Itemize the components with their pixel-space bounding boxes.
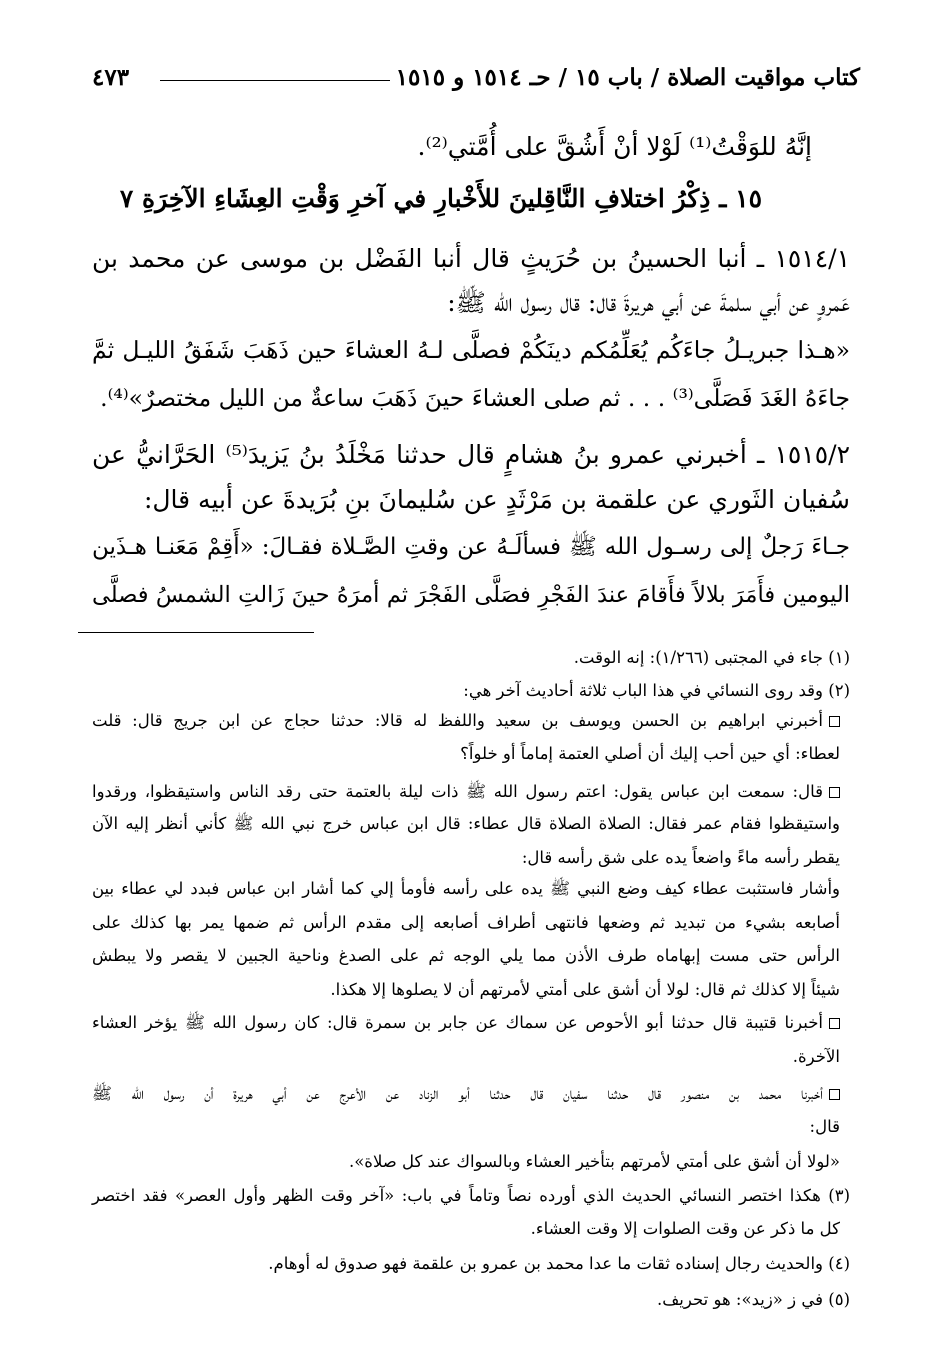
running-header bbox=[92, 64, 860, 100]
footnote-line: شيئاً إلا كذلك ثم قال: لولا أن أشق على أمتي لأمرتهم أن لا يصلوها إلا هكذا. bbox=[330, 980, 840, 999]
body-line: جاءَهُ الغَدَ فَصَلَّى⁽³⁾ . . . ثم صلى العشاءَ حينَ ذَهَبَ ساعةٌ من الليل مختصرٌ»⁽⁴⁾. bbox=[100, 384, 850, 412]
body-line: ١٥١٥/٢ ـ أخبرني عمرو بنُ هشامٍ قال حدثنا مَخْلَدُ بنُ يَزيدَ⁽⁵⁾ الحَرَّانيُّ عن bbox=[92, 440, 851, 469]
checkbox-square-icon bbox=[829, 716, 840, 727]
section-heading: ١٥ ـ ذِكْرُ اختلافِ النَّاقِلينَ للأَخْبارِ في آخرِ وَقْتِ العِشَاءِ الآخِرَةِ ٧ bbox=[119, 184, 762, 213]
header-title: كتاب مواقيت الصلاة / باب ١٥ / حـ ١٥١٤ و ١٥١٥ bbox=[395, 64, 860, 91]
checkbox-square-icon bbox=[829, 787, 840, 798]
footnote: (٥) في ز «زيد»: هو تحريف. bbox=[656, 1290, 850, 1309]
checkbox-square-icon bbox=[829, 1089, 840, 1100]
footnote: (٤) والحديث رجال إسناده ثقات ما عدا محمد بن عمرو بن علقمة فهو صدوق له أوهام. bbox=[268, 1254, 850, 1273]
body-line: ١٥١٤/١ ـ أنبا الحسينُ بن حُرَيثٍ قال أنبا الفَضْل بن موسى عن محمد بن bbox=[92, 244, 850, 273]
footnote: (٣) هكذا اختصر النسائي الحديث الذي أورده نصاً وتاماً في باب: «آخر وقت الظهر وأول العصر» فقد اختصر bbox=[92, 1186, 850, 1205]
header-rule bbox=[160, 80, 390, 81]
footnote-line: كل ما ذكر عن وقت الصلوات إلا وقت العشاء. bbox=[530, 1219, 840, 1238]
page-number: ٤٧٣ bbox=[92, 64, 130, 91]
footnote-line: «لولا أن أشق على أمتي لأمرتهم بتأخير العشاء وبالسواك عند كل صلاة». bbox=[348, 1152, 840, 1171]
footnote-separator bbox=[78, 632, 314, 633]
body-line: إنَّهُ للوَقْتُ⁽¹⁾ لَوْلا أنْ أَشُقَّ على أُمَّتي⁽²⁾. bbox=[417, 132, 812, 161]
body-line: عَمروٍ عن أبي سلمةَ عن أبي هريرةَ قال: قال رسول الله ﷺ: bbox=[447, 288, 850, 317]
footnote-line: الآخرة. bbox=[792, 1047, 840, 1066]
footnote-line: قال: سمعت ابن عباس يقول: اعتم رسول الله ﷺ ذات ليلة بالعتمة حتى رقد الناس واستيقظوا، ورقدوا bbox=[92, 782, 840, 802]
footnote-line: يقطر رأسه ماءً واضعاً يده على شق رأسه قال: bbox=[521, 848, 840, 867]
footnote-line: قال: bbox=[809, 1117, 840, 1136]
footnote-line: أخبرني ابراهيم بن الحسن ويوسف بن سعيد واللفظ له قالا: حدثنا حجاج عن ابن جريج قال: قلت bbox=[92, 711, 840, 731]
footnote: (١) جاء في المجتبى (١/٢٦٦): إنه الوقت. bbox=[573, 648, 850, 667]
footnote-line: أخبرنا قتيبة قال حدثنا أبو الأحوص عن سماك عن جابر بن سمرة قال: كان رسول الله ﷺ يؤخر العشاء bbox=[92, 1013, 840, 1033]
body-line: سُفيان الثَوري عن علقمة بن مَرْثَدٍ عن سُليمانَ بنِ بُرَيدةَ عن أبيه قال: bbox=[143, 485, 850, 514]
footnote-line: واستيقظوا فقام عمر فقال: الصلاة الصلاة قال عطاء: قال ابن عباس خرج نبي الله ﷺ كأني أنظر إليه الآن bbox=[92, 814, 840, 833]
footnote: (٢) وقد روى النسائي في هذا الباب ثلاثة أحاديث آخر هي: bbox=[463, 681, 850, 700]
footnote-line: أصابعه بشيء من تبديد ثم وضعها فانتهى أطراف أصابعه إلى مقدم الرأس ثم ضمها يمر بها كذلك على bbox=[92, 913, 840, 932]
footnote-line: لعطاء: أي حين أحب إليك أن أصلي العتمة إماماً أو خلواً؟ bbox=[460, 744, 840, 763]
body-line: جـاءَ رَجلٌ إلى رسـول الله ﷺ فسألَـهُ عن وقتِ الصَّـلاة فقـالَ: «أَقِمْ مَعَنـا هـذَين bbox=[92, 534, 850, 560]
checkbox-square-icon bbox=[829, 1018, 840, 1029]
footnote-line: وأشار فاستثبت عطاء كيف وضع النبي ﷺ يده على رأسه فأومأ إلي كما أشار ابن عباس فبدد لي عطاء بين bbox=[92, 879, 840, 898]
footnote-line: أخبرنا محمد بن منصور قال حدثنا سفيان قال حدثنا أبو الزناد عن الأعرج عن أبي هريرة أن رسول الله ﷺ bbox=[92, 1084, 840, 1104]
body-line: «هـذا جبريـلُ جاءَكُم يُعَلِّمُكم دينَكُمْ فصلَّى لـهُ العشاءَ حين ذَهَبَ شَفَقُ الليـل ثمَّ bbox=[92, 336, 850, 364]
footnote-line: الرأس حتى مست إبهاماه طرف الأذن مما يلي الوجه ثم على الصدغ وناحية الجبين لا يقصر ولا يبطش bbox=[92, 946, 840, 965]
body-line: اليومين فأَمَرَ بلالاً فأَقامَ عندَ الفَجْرِ فصَلَّى الفَجْرَ ثم أمرَهُ حينَ زَالتِ الشمسُ فصلَّى bbox=[92, 582, 850, 608]
